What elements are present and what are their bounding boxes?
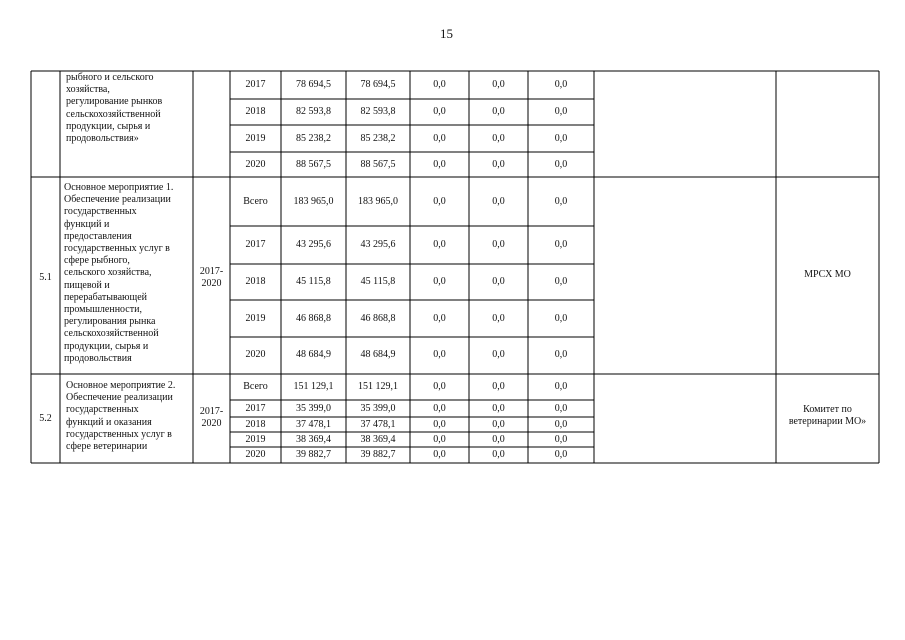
cell-total: 151 129,1 [293, 381, 334, 392]
cell-budget-2: 0,0 [433, 419, 446, 430]
cell-budget-1: 46 868,8 [360, 313, 396, 324]
cell-budget-2: 0,0 [433, 434, 446, 445]
cell-total: 48 684,9 [296, 349, 331, 360]
cell-total: 45 115,8 [296, 276, 331, 287]
cell-year: 2019 [245, 313, 266, 324]
cell-year: 2017 [245, 79, 266, 90]
cell-budget-1: 88 567,5 [360, 159, 396, 170]
cell-budget-2: 0,0 [433, 449, 446, 460]
cell-total: 43 295,6 [296, 239, 331, 250]
cell-budget-3: 0,0 [492, 313, 505, 324]
cell-total: 88 567,5 [296, 159, 331, 170]
cell-budget-3: 0,0 [492, 239, 505, 250]
cell-budget-4: 0,0 [554, 239, 568, 250]
cell-budget-3: 0,0 [492, 434, 505, 445]
cell-budget-4: 0,0 [554, 106, 568, 117]
cell-total: 78 694,5 [296, 79, 331, 90]
cell-budget-4: 0,0 [554, 313, 568, 324]
cell-total: 85 238,2 [296, 133, 331, 144]
cell-budget-1: 78 694,5 [360, 79, 396, 90]
row-responsible: МРСХ МО [804, 269, 851, 280]
cell-total: 82 593,8 [296, 106, 331, 117]
cell-budget-1: 38 369,4 [360, 434, 396, 445]
cell-budget-3: 0,0 [492, 449, 505, 460]
cell-year: 2018 [245, 106, 266, 117]
cell-budget-1: 35 399,0 [360, 403, 396, 414]
cell-year: Всего [243, 381, 268, 392]
cell-year: 2020 [245, 449, 266, 460]
cell-budget-4: 0,0 [554, 133, 568, 144]
cell-budget-2: 0,0 [433, 313, 446, 324]
row-number: 5.2 [39, 413, 52, 424]
cell-budget-2: 0,0 [433, 349, 446, 360]
row-description: Основное мероприятие 1. Обеспечение реализации государственных функций и предоставления государственных услуг в сфере рыбного, сельского хозяйства, пищевой и перерабатывающей промышленности, регулирования рынка сельскохозяйственной продукции, сырья и продовольствия [64, 182, 174, 364]
cell-budget-1: 151 129,1 [358, 381, 398, 392]
cell-year: 2017 [245, 239, 266, 250]
cell-budget-4: 0,0 [554, 403, 568, 414]
cell-budget-1: 43 295,6 [360, 239, 396, 250]
cell-budget-2: 0,0 [433, 159, 446, 170]
cell-budget-2: 0,0 [433, 403, 446, 414]
cell-budget-1: 183 965,0 [358, 196, 398, 207]
cell-total: 38 369,4 [296, 434, 331, 445]
cell-budget-3: 0,0 [492, 79, 505, 90]
cell-total: 37 478,1 [296, 419, 331, 430]
cell-budget-4: 0,0 [554, 79, 568, 90]
cell-budget-1: 85 238,2 [360, 133, 396, 144]
cell-budget-4: 0,0 [554, 159, 568, 170]
cell-budget-4: 0,0 [554, 419, 568, 430]
cell-budget-4: 0,0 [554, 434, 568, 445]
cell-budget-2: 0,0 [433, 276, 446, 287]
cell-budget-2: 0,0 [433, 79, 446, 90]
cell-budget-4: 0,0 [554, 449, 568, 460]
cell-budget-1: 39 882,7 [360, 449, 396, 460]
cell-year: 2020 [245, 159, 266, 170]
cell-budget-1: 45 115,8 [360, 276, 396, 287]
cell-budget-2: 0,0 [433, 239, 446, 250]
cell-budget-3: 0,0 [492, 349, 505, 360]
cell-year: 2017 [245, 403, 266, 414]
row-description: Основное мероприятие 2. Обеспечение реализации государственных функций и оказания государственных услуг в сфере ветеринарии [66, 380, 176, 453]
cell-budget-3: 0,0 [492, 106, 505, 117]
cell-year: Всего [243, 196, 268, 207]
cell-budget-1: 48 684,9 [360, 349, 396, 360]
cell-total: 46 868,8 [296, 313, 331, 324]
row-number: 5.1 [39, 272, 52, 283]
row-description-continued: рыбного и сельского хозяйства, регулирование рынков сельскохозяйственной продукции, сырья и продовольствия» [66, 72, 163, 145]
cell-budget-4: 0,0 [554, 276, 568, 287]
cell-budget-2: 0,0 [433, 196, 446, 207]
cell-budget-3: 0,0 [492, 133, 505, 144]
cell-budget-3: 0,0 [492, 403, 505, 414]
cell-year: 2020 [245, 349, 266, 360]
cell-budget-4: 0,0 [554, 196, 568, 207]
cell-year: 2019 [245, 133, 266, 144]
cell-year: 2018 [245, 276, 266, 287]
cell-budget-3: 0,0 [492, 196, 505, 207]
cell-total: 39 882,7 [296, 449, 331, 460]
cell-budget-1: 82 593,8 [360, 106, 396, 117]
cell-budget-3: 0,0 [492, 276, 505, 287]
cell-budget-1: 37 478,1 [360, 419, 396, 430]
cell-total: 183 965,0 [293, 196, 334, 207]
cell-year: 2019 [245, 434, 266, 445]
page-number: 15 [440, 26, 453, 41]
cell-total: 35 399,0 [296, 403, 331, 414]
row-period: 2017- 2020 [199, 266, 224, 290]
cell-budget-3: 0,0 [492, 159, 505, 170]
cell-budget-3: 0,0 [492, 381, 505, 392]
row-responsible: Комитет по ветеринарии МО» [788, 404, 867, 428]
cell-budget-4: 0,0 [554, 349, 568, 360]
cell-budget-2: 0,0 [433, 106, 446, 117]
row-period: 2017- 2020 [199, 406, 224, 430]
cell-year: 2018 [245, 419, 266, 430]
cell-budget-2: 0,0 [433, 133, 446, 144]
cell-budget-4: 0,0 [554, 381, 568, 392]
cell-budget-3: 0,0 [492, 419, 505, 430]
cell-budget-2: 0,0 [433, 381, 446, 392]
